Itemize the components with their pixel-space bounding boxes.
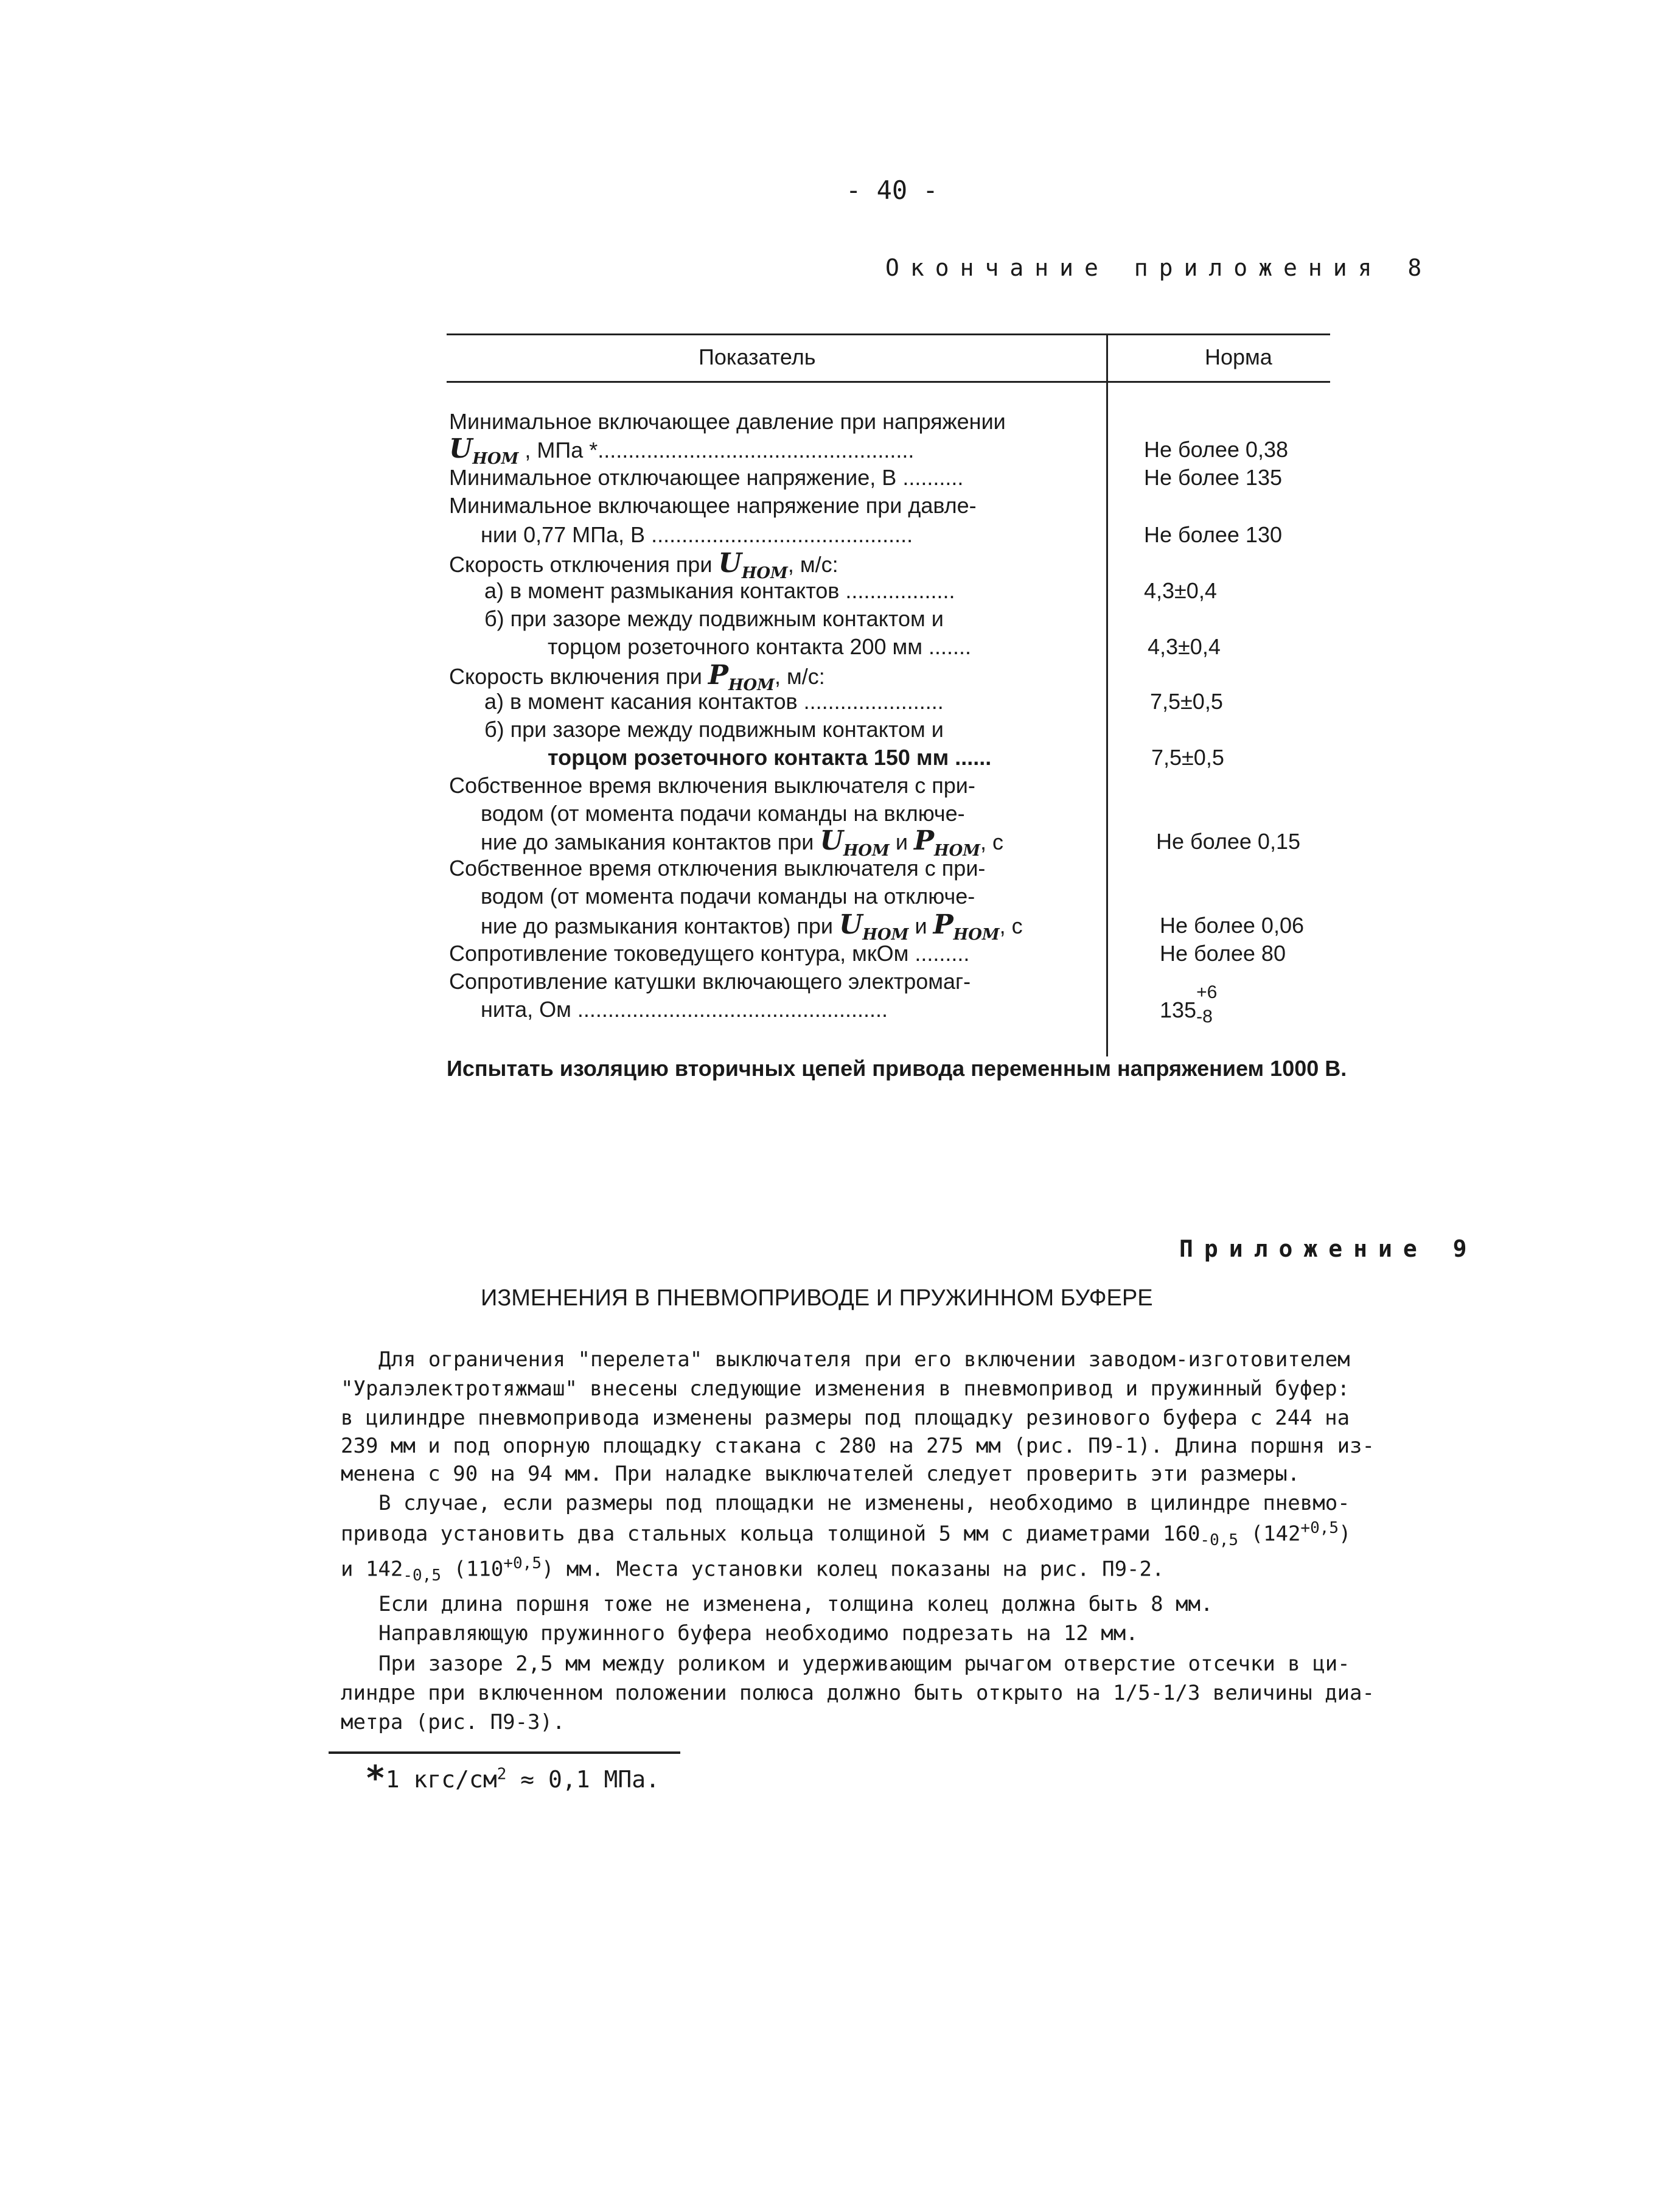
norm-value: 7,5±0,5 (1150, 689, 1223, 714)
p-nom-symbol: $P_{НОМ}$ (913, 825, 981, 860)
appendix-8-continuation-heading: Окончание приложения 8 (885, 254, 1433, 281)
footnote: *1 кгс/$см^2 \approx 0,1$ МПа. (365, 1759, 660, 1798)
paragraph-line: Направляющую пружинного буфера необходимо подрезать на 12 мм. (378, 1621, 1138, 1646)
norm-value: 4,3±0,4 (1144, 578, 1217, 603)
norm-value: 4,3±0,4 (1148, 634, 1221, 659)
table-row: Скорость включения при $P_{НОМ}$, м/с: (449, 660, 825, 694)
paragraph-line: и $142_{-0,5}$ $(110^{+0,5})$ мм. Места установки колец показаны на рис. П9-2. (341, 1554, 1165, 1585)
u-nom-symbol: $U_{НОМ}$ (449, 433, 519, 468)
table-row: ние до размыкания контактов) при $U_{НОМ}$ и $P_{НОМ}$, с (481, 909, 1023, 944)
table-row: Сопротивление токоведущего контура, мкОм ......... (449, 941, 970, 966)
table-row: а) в момент касания контактов ....................... (484, 689, 944, 714)
norm-value: Не более 135 (1144, 465, 1282, 490)
table-row: нита, Ом ................................................... (481, 997, 888, 1022)
table-row: Сопротивление катушки включающего электромаг- (449, 969, 971, 994)
page-number: - 40 - (846, 175, 938, 205)
norm-value: Не более 80 (1160, 941, 1286, 966)
paragraph-line: В случае, если размеры под площадки не изменены, необходимо в цилиндре пневмо- (378, 1491, 1350, 1515)
norm-value: Не более 130 (1144, 522, 1282, 547)
table-row: Минимальное отключающее напряжение, В .......... (449, 465, 964, 490)
column-header-norm: Норма (1205, 344, 1272, 369)
appendix-9-label: Приложение 9 (1179, 1235, 1478, 1262)
u-nom-symbol: $U_{НОМ}$ (820, 825, 890, 860)
table-row: Минимальное включающее давление при напряжении (449, 409, 1006, 434)
norm-value: 135 +6 -8 (1160, 982, 1218, 1027)
footnote-rule (329, 1751, 680, 1754)
appendix-9-title: ИЗМЕНЕНИЯ В ПНЕВМОПРИВОДЕ И ПРУЖИННОМ БУФЕРЕ (481, 1285, 1153, 1311)
table-row: нии 0,77 МПа, В ........................................... (481, 522, 913, 547)
norm-value: Не более 0,06 (1160, 913, 1304, 938)
table-top-rule (447, 333, 1330, 335)
table-row: Собственное время отключения выключателя с при- (449, 856, 986, 881)
table-row: а) в момент размыкания контактов .................. (484, 578, 955, 603)
paragraph-line: Если длина поршня тоже не изменена, толщина колец должна быть 8 мм. (378, 1592, 1213, 1616)
table-row: б) при зазоре между подвижным контактом и (484, 717, 944, 742)
paragraph-line: При зазоре 2,5 мм между роликом и удерживающим рычагом отверстие отсечки в ци- (378, 1652, 1350, 1676)
norm-value: Не более 0,38 (1144, 437, 1288, 462)
u-nom-symbol: $U_{НОМ}$ (839, 909, 909, 944)
table-row: б) при зазоре между подвижным контактом и (484, 606, 944, 631)
table-row: водом (от момента подачи команды на отключе- (481, 884, 975, 909)
paragraph-line: 239 мм и под опорную площадку стакана с 280 на 275 мм (рис. П9-1). Длина поршня из- (341, 1434, 1375, 1458)
paragraph-line: линдре при включенном положении полюса должно быть открыто на 1/5-1/3 величины диа- (341, 1681, 1375, 1705)
table-row: водом (от момента подачи команды на включе- (481, 801, 965, 826)
table-row: торцом розеточного контакта 150 мм ...... (548, 745, 992, 770)
p-nom-symbol: $P_{НОМ}$ (933, 909, 1000, 944)
paragraph-line: в цилиндре пневмопривода изменены размеры под площадку резинового буфера с 244 на (341, 1406, 1350, 1430)
table-header-rule (447, 381, 1330, 383)
table-row: $U_{НОМ}$ , МПа *.................................................... (449, 433, 915, 468)
table-column-divider (1106, 333, 1108, 1056)
table-row: Скорость отключения при $U_{НОМ}$, м/с: (449, 548, 838, 582)
paragraph-line: метра (рис. П9-3). (341, 1710, 565, 1734)
paragraph-line: привода установить два стальных кольца толщиной 5 мм с диаметрами $160_{-0,5}$ $(142^{+0,5})$ (341, 1519, 1351, 1550)
column-header-indicator: Показатель (699, 344, 816, 369)
table-row: ние до замыкания контактов при $U_{НОМ}$ и $P_{НОМ}$, с (481, 825, 1004, 860)
paragraph-line: Для ограничения "перелета" выключателя при его включении заводом-изготовителем (378, 1347, 1350, 1372)
paragraph-line: менена с 90 на 94 мм. При наладке выключателей следует проверить эти размеры. (341, 1462, 1300, 1486)
insulation-test-note: Испытать изоляцию вторичных цепей привода переменным напряжением 1000 В. (447, 1056, 1347, 1081)
table-row: Минимальное включающее напряжение при давле- (449, 493, 977, 518)
table-row: Собственное время включения выключателя с при- (449, 773, 975, 798)
norm-value: 7,5±0,5 (1151, 745, 1224, 770)
norm-value: Не более 0,15 (1156, 829, 1300, 854)
table-row: торцом розеточного контакта 200 мм ....... (548, 634, 972, 659)
paragraph-line: "Уралэлектротяжмаш" внесены следующие изменения в пневмопривод и пружинный буфер: (341, 1377, 1350, 1401)
p-nom-symbol: $P_{НОМ}$ (708, 660, 775, 694)
u-nom-symbol: $U_{НОМ}$ (718, 548, 788, 582)
